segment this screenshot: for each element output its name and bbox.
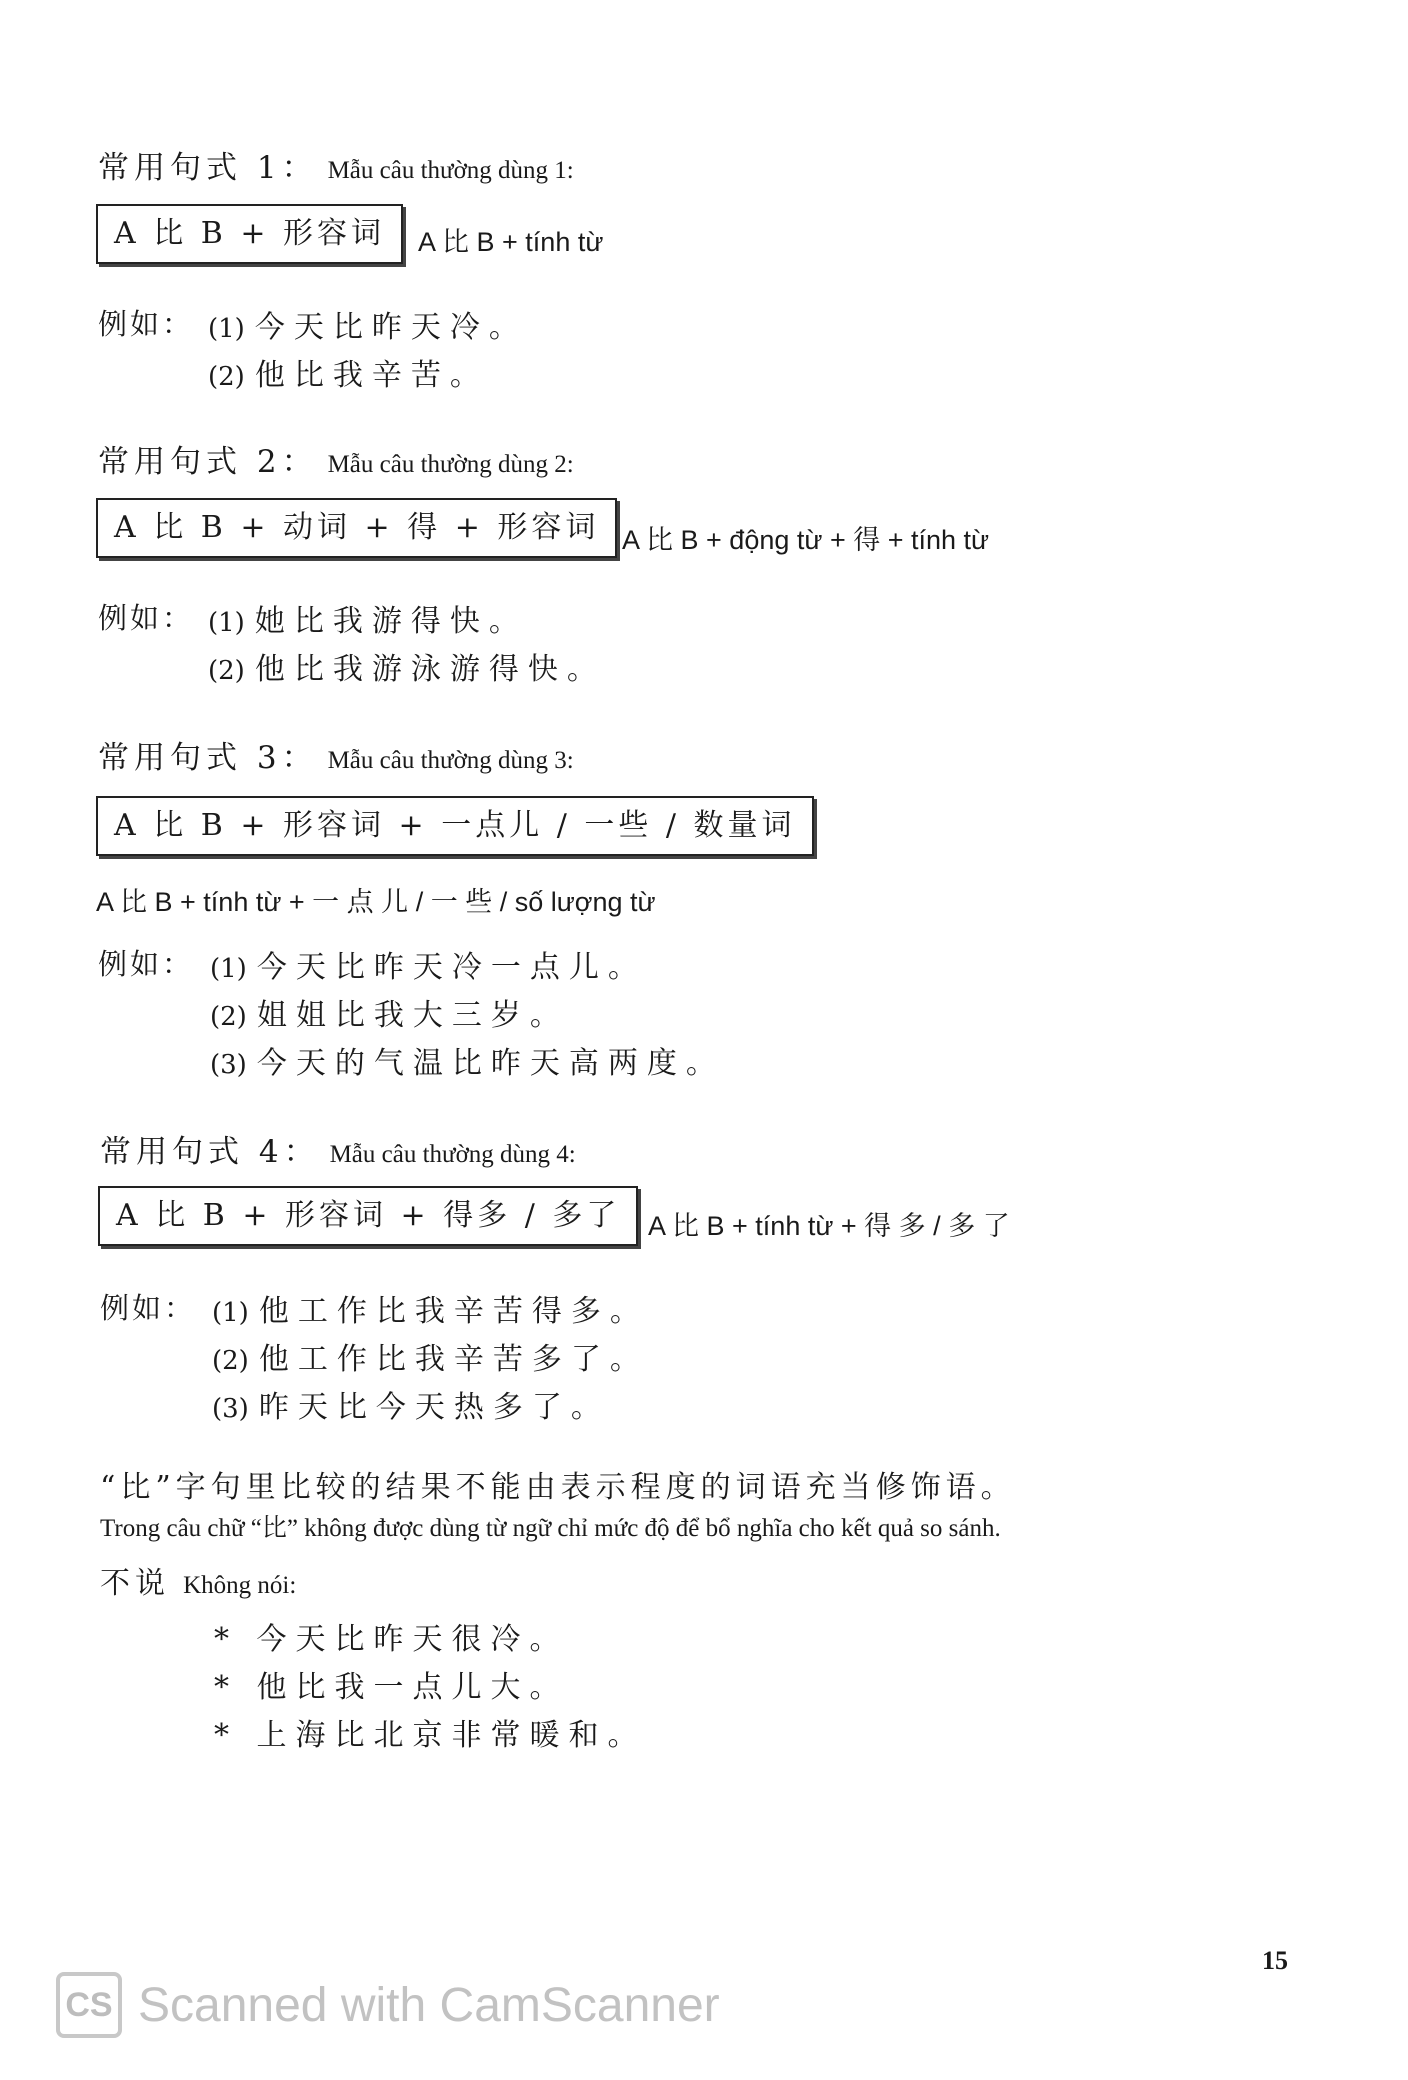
wrong-example: * 他比我一点儿大。: [214, 1670, 569, 1705]
section2-formula-box: A 比 B + 动词 + 得 + 形容词: [96, 498, 617, 558]
example-line: (3) 昨天比今天热多了。: [212, 1390, 610, 1425]
section4-heading-vi: Mẫu câu thường dùng 4:: [329, 1141, 576, 1168]
section3-example-label: 例如：: [98, 947, 195, 981]
dont-say-zh: 不说: [100, 1566, 170, 1601]
section4-gloss: A 比 B + tính từ + 得 多 / 多 了: [648, 1211, 1010, 1241]
page-number: 15: [1262, 1946, 1288, 1975]
section3-formula-box: A 比 B + 形容词 + 一点儿 / 一些 / 数量词: [96, 796, 814, 856]
note-zh: “比”字句里比较的结果不能由表示程度的词语充当修饰语。: [100, 1470, 1016, 1505]
example-line: (3) 今天的气温比昨天高两度。: [210, 1046, 725, 1081]
example-line: (2) 他比我游泳游得快。: [208, 652, 606, 687]
example-line: (2) 他比我辛苦。: [208, 358, 489, 393]
camscanner-logo-icon: CS: [56, 1972, 122, 2038]
note-vi: Trong câu chữ “比” không được dùng từ ngữ chỉ mức độ để bổ nghĩa cho kết quả so sánh.: [100, 1515, 1001, 1542]
section1-gloss: A 比 B + tính từ: [418, 227, 604, 257]
example-line: (1) 今天比昨天冷一点儿。: [210, 950, 647, 985]
section4-heading: [100, 1126, 576, 1171]
section1-heading-vi: Mẫu câu thường dùng 1:: [327, 157, 574, 184]
section3-heading: [98, 732, 574, 777]
example-line: (1) 他工作比我辛苦得多。: [212, 1294, 649, 1329]
camscanner-watermark: [56, 1972, 720, 2038]
section1-heading-zh: 常用句式 1：: [98, 150, 318, 186]
section4-formula-box: A 比 B + 形容词 + 得多 / 多了: [98, 1186, 638, 1246]
wrong-example: * 上海比北京非常暖和。: [214, 1718, 647, 1753]
section3-heading-zh: 常用句式 3：: [98, 740, 318, 776]
section2-heading: [98, 436, 574, 481]
section4-example-label: 例如：: [100, 1291, 197, 1325]
section4-heading-zh: 常用句式 4：: [100, 1134, 320, 1170]
dont-say-vi: Không nói:: [183, 1572, 297, 1599]
section2-example-label: 例如：: [98, 601, 195, 635]
dont-say-line: [100, 1558, 296, 1602]
section1-formula-box: A 比 B + 形容词: [96, 204, 403, 264]
example-line: (2) 姐姐比我大三岁。: [210, 998, 569, 1033]
example-line: (1) 今天比昨天冷。: [208, 310, 528, 345]
section3-heading-vi: Mẫu câu thường dùng 3:: [327, 747, 574, 774]
section1-heading: [98, 142, 574, 187]
example-line: (1) 她比我游得快。: [208, 604, 528, 639]
section3-gloss: A 比 B + tính từ + 一 点 儿 / 一 些 / số lượng từ: [96, 887, 656, 917]
section2-heading-vi: Mẫu câu thường dùng 2:: [327, 451, 574, 478]
section2-heading-zh: 常用句式 2：: [98, 444, 318, 480]
example-line: (2) 他工作比我辛苦多了。: [212, 1342, 649, 1377]
section1-example-label: 例如：: [98, 307, 195, 341]
wrong-example: * 今天比昨天很冷。: [214, 1622, 569, 1657]
section2-gloss: A 比 B + động từ + 得 + tính từ: [622, 525, 990, 555]
watermark-text: Scanned with CamScanner: [138, 1978, 720, 2032]
